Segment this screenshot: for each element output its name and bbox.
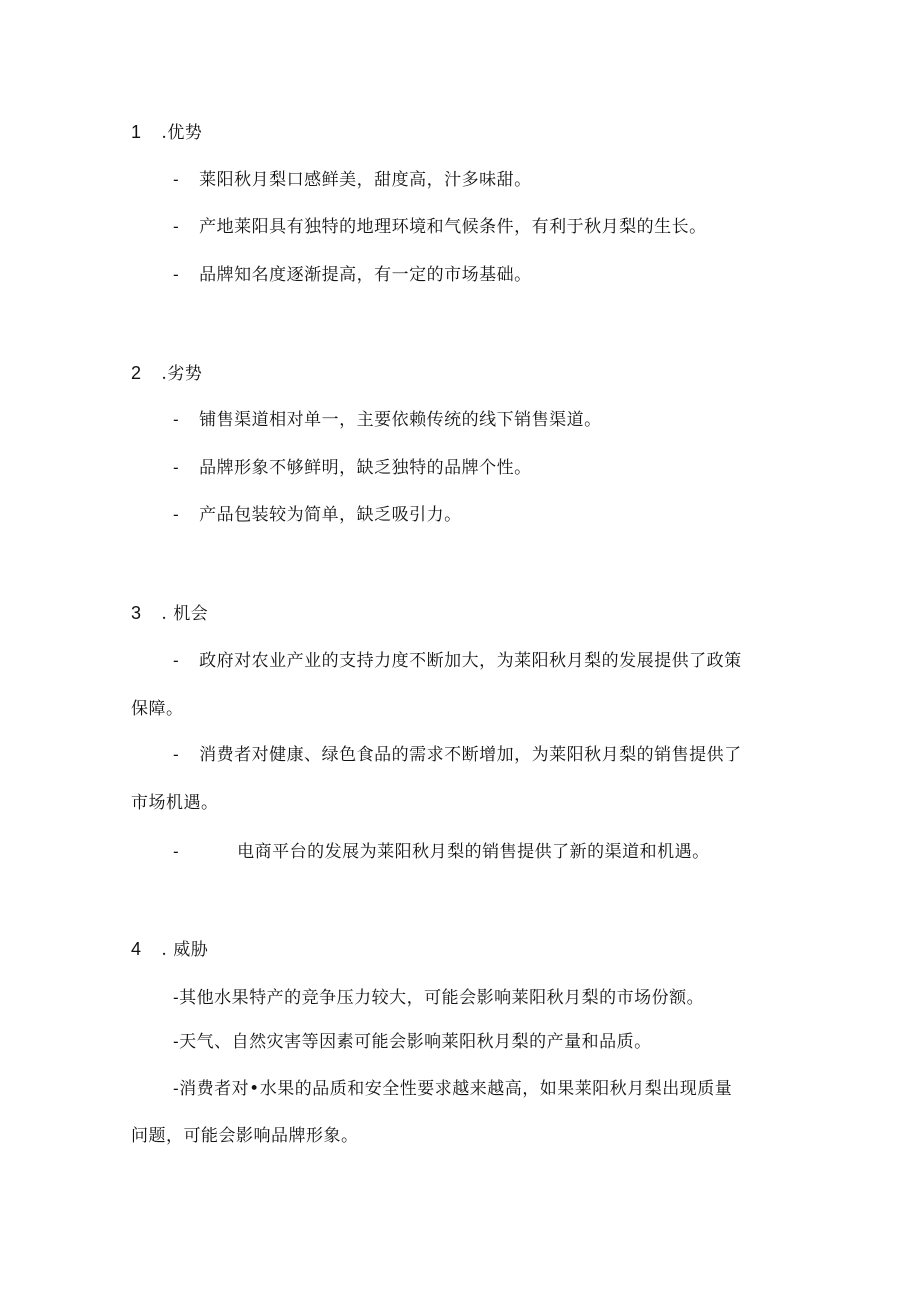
dash-marker: -: [173, 265, 180, 284]
item-text: 政府对农业产业的支持力度不断加大，为莱阳秋月梨的发展提供了政策: [199, 651, 742, 671]
list-item: [173, 1077, 732, 1101]
dash-marker: -: [173, 505, 180, 524]
list-item: [173, 168, 532, 192]
list-item-continuation: 市场机遇。: [131, 793, 219, 813]
dash-marker: -: [173, 170, 180, 189]
dash-marker: -: [173, 842, 180, 861]
list-item: [173, 743, 742, 767]
section-title: . 威胁: [161, 940, 209, 960]
section-1-heading: [131, 120, 202, 145]
item-text: 天气、自然灾害等因素可能会影响莱阳秋月梨的产量和品质。: [179, 1032, 652, 1052]
list-item: [173, 408, 602, 432]
list-item: [173, 263, 532, 287]
item-text: 其他水果特产的竞争压力较大，可能会影响莱阳秋月梨的市场份额。: [179, 988, 705, 1008]
section-3-heading: [131, 601, 208, 626]
list-item: [173, 215, 707, 239]
dash-marker: -: [173, 458, 180, 477]
item-text: 产品包装较为简单，缺乏吸引力。: [199, 505, 462, 525]
section-title: .优势: [161, 123, 203, 143]
section-number: 1: [131, 122, 142, 142]
item-text: 莱阳秋月梨口感鲜美，甜度高，汁多味甜。: [199, 170, 532, 190]
item-text: 消费者对健康、绿色食品的需求不断增加，为莱阳秋月梨的销售提供了: [199, 745, 742, 765]
dash-marker: -: [173, 217, 180, 236]
dash-marker: -: [173, 651, 180, 670]
item-text: 品牌知名度逐渐提高，有一定的市场基础。: [199, 265, 532, 285]
section-2-heading: [131, 361, 202, 386]
list-item: [173, 649, 742, 673]
list-item-continuation: 问题，可能会影响品牌形象。: [131, 1126, 359, 1146]
section-number: 2: [131, 363, 142, 383]
section-number: 3: [131, 603, 142, 623]
section-title: .劣势: [161, 364, 203, 384]
section-title: . 机会: [161, 604, 209, 624]
list-item: [173, 986, 704, 1010]
item-text: 铺售渠道相对单一，主要依赖传统的线下销售渠道。: [199, 410, 602, 430]
dash-marker: -: [173, 1032, 180, 1051]
dash-marker: -: [173, 745, 180, 764]
dash-marker: -: [173, 988, 180, 1007]
list-item: [173, 840, 710, 864]
list-item-continuation: 保障。: [131, 699, 184, 719]
item-text: 品牌形象不够鲜明，缺乏独特的品牌个性。: [199, 458, 532, 478]
list-item: [173, 503, 462, 527]
list-item: [173, 1030, 652, 1054]
item-text: 消费者对•水果的品质和安全性要求越来越高，如果莱阳秋月梨出现质量: [179, 1079, 733, 1099]
section-4-heading: [131, 937, 208, 962]
dash-marker: -: [173, 410, 180, 429]
dash-marker: -: [173, 1079, 180, 1098]
list-item: [173, 456, 532, 480]
item-text: 电商平台的发展为莱阳秋月梨的销售提供了新的渠道和机遇。: [237, 842, 710, 862]
item-text: 产地莱阳具有独特的地理环境和气候条件，有利于秋月梨的生长。: [199, 217, 707, 237]
section-number: 4: [131, 939, 142, 959]
